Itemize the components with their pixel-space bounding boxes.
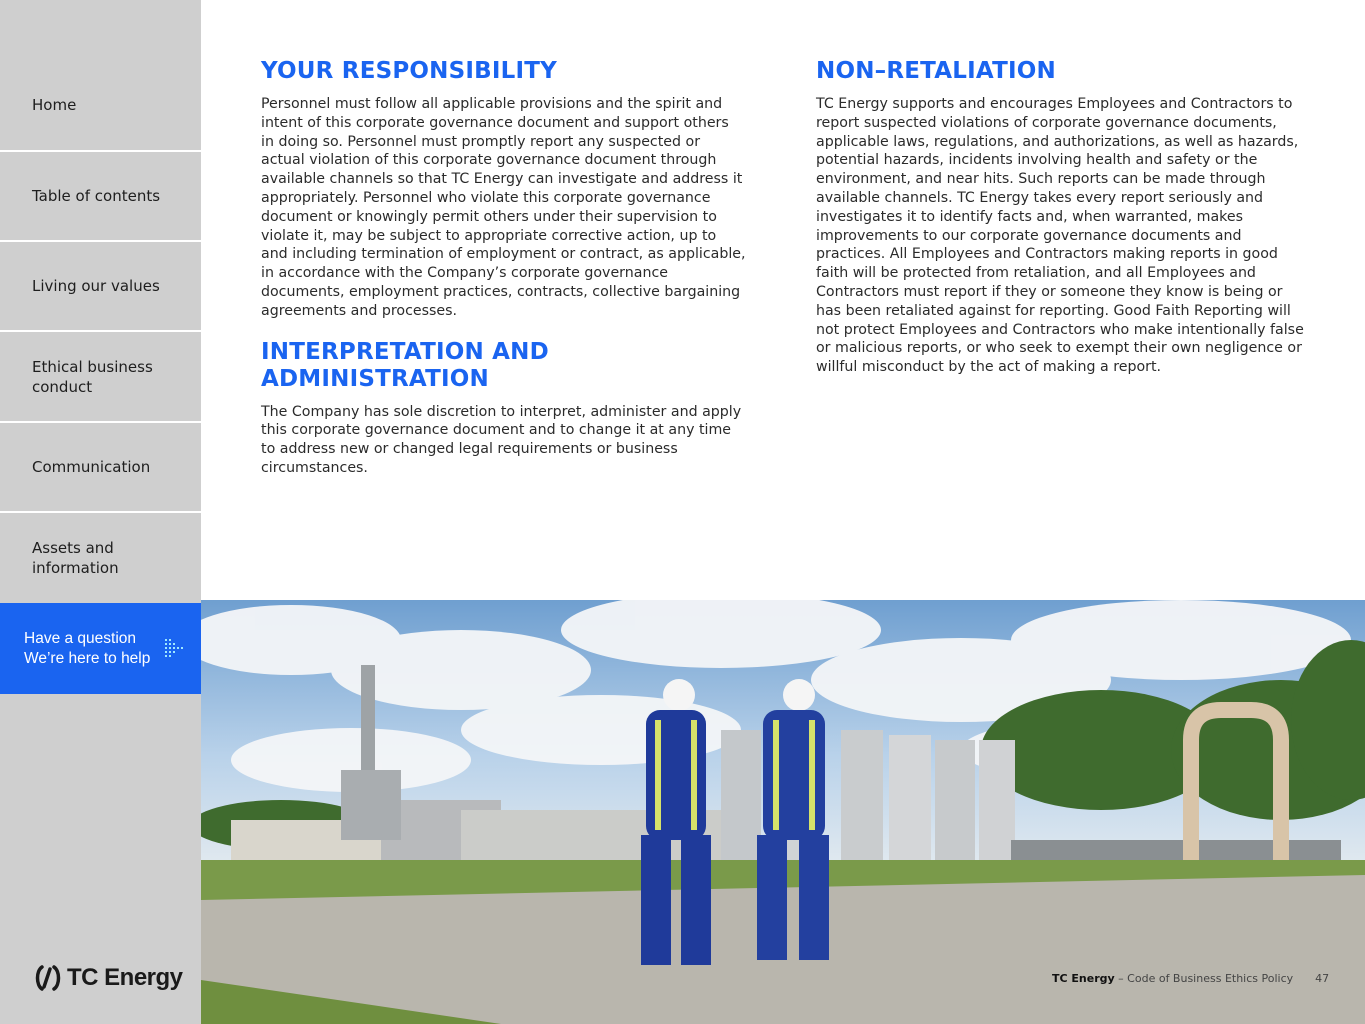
photo-workers-at-facility <box>201 600 1365 1024</box>
help-line-1: Have a question <box>24 629 137 647</box>
sidebar-item-label: Home <box>32 96 77 114</box>
heading-your-responsibility: YOUR RESPONSIBILITY <box>261 58 557 84</box>
page-footer <box>1052 972 1329 985</box>
sidebar-item-label: Ethical business conduct <box>32 357 153 396</box>
sidebar-item-table-of-contents[interactable] <box>0 152 201 240</box>
help-label <box>24 629 164 669</box>
sidebar-item-communication[interactable] <box>0 423 201 511</box>
sidebar <box>0 0 201 1024</box>
paragraph-interpretation-administration: The Company has sole discretion to interpret, administer and apply this corporate governance document and to change it at any time to address new or changed legal requirements or business circumstances. <box>261 403 742 476</box>
heading-non-retaliation: NON–RETALIATION <box>816 58 1056 84</box>
tc-energy-logo-icon <box>33 963 63 993</box>
footer-brand: TC Energy <box>1052 972 1115 985</box>
sidebar-item-label: Living our values <box>32 277 160 295</box>
sidebar-item-label: Table of contents <box>32 187 161 205</box>
page-number: 47 <box>1315 972 1330 985</box>
paragraph-your-responsibility: Personnel must follow all applicable provisions and the spirit and intent of this corporate governance document and support others in doing so. Personnel must promptly report any suspected or actual violation of this corporate governance document through available channels so that TC Energy can investigate and address it appropriately. Personnel who violate this corporate governance document or knowingly permit others under their supervision to violate it, may be subject to appropriate corrective action, up to and including termination of employment or contract, as applicable, in accordance with the Company’s corporate governance documents, employment practices, contracts, collective bargaining agreements and processes. <box>261 96 746 319</box>
right-column <box>816 58 1306 377</box>
help-button[interactable] <box>0 603 201 694</box>
sidebar-item-home[interactable] <box>0 60 201 150</box>
photo-illustration <box>201 600 1365 1024</box>
footer-doc-title: – Code of Business Ethics Policy <box>1114 972 1294 985</box>
heading-interpretation-administration: INTERPRETATION AND ADMINISTRATION <box>261 338 549 392</box>
paragraph-non-retaliation: TC Energy supports and encourages Employees and Contractors to report suspected violations of corporate governance documents, applicable laws, regulations, and authorizations, as well as hazards, potential hazards, incidents involving health and safety or the environment, and near hits. Such reports can be made through available channels. TC Energy takes every report seriously and investigates it to identify facts and, when warranted, makes improvements to our corporate governance documents and practices. All Employees and Contractors making reports in good faith will be protected from retaliation, and all Employees and Contractors must report if they or someone they know is being or has been retaliated against for reporting. Good Faith Reporting will not protect Employees and Contractors who make intentionally false or malicious reports, or who seek to exempt their own negligence or willful misconduct by the act of making a report. <box>816 96 1304 376</box>
help-line-2: We’re here to help <box>24 649 151 667</box>
sidebar-item-ethical-business-conduct[interactable] <box>0 332 201 421</box>
logo-text: TC Energy <box>67 964 183 991</box>
sidebar-item-assets-and-information[interactable] <box>0 513 201 602</box>
sidebar-item-living-our-values[interactable] <box>0 242 201 330</box>
sidebar-item-label: Assets and information <box>32 538 119 577</box>
arrow-dots-icon <box>164 638 186 660</box>
sidebar-item-label: Communication <box>32 458 151 476</box>
tc-energy-logo[interactable] <box>33 962 183 994</box>
left-column <box>261 58 746 478</box>
